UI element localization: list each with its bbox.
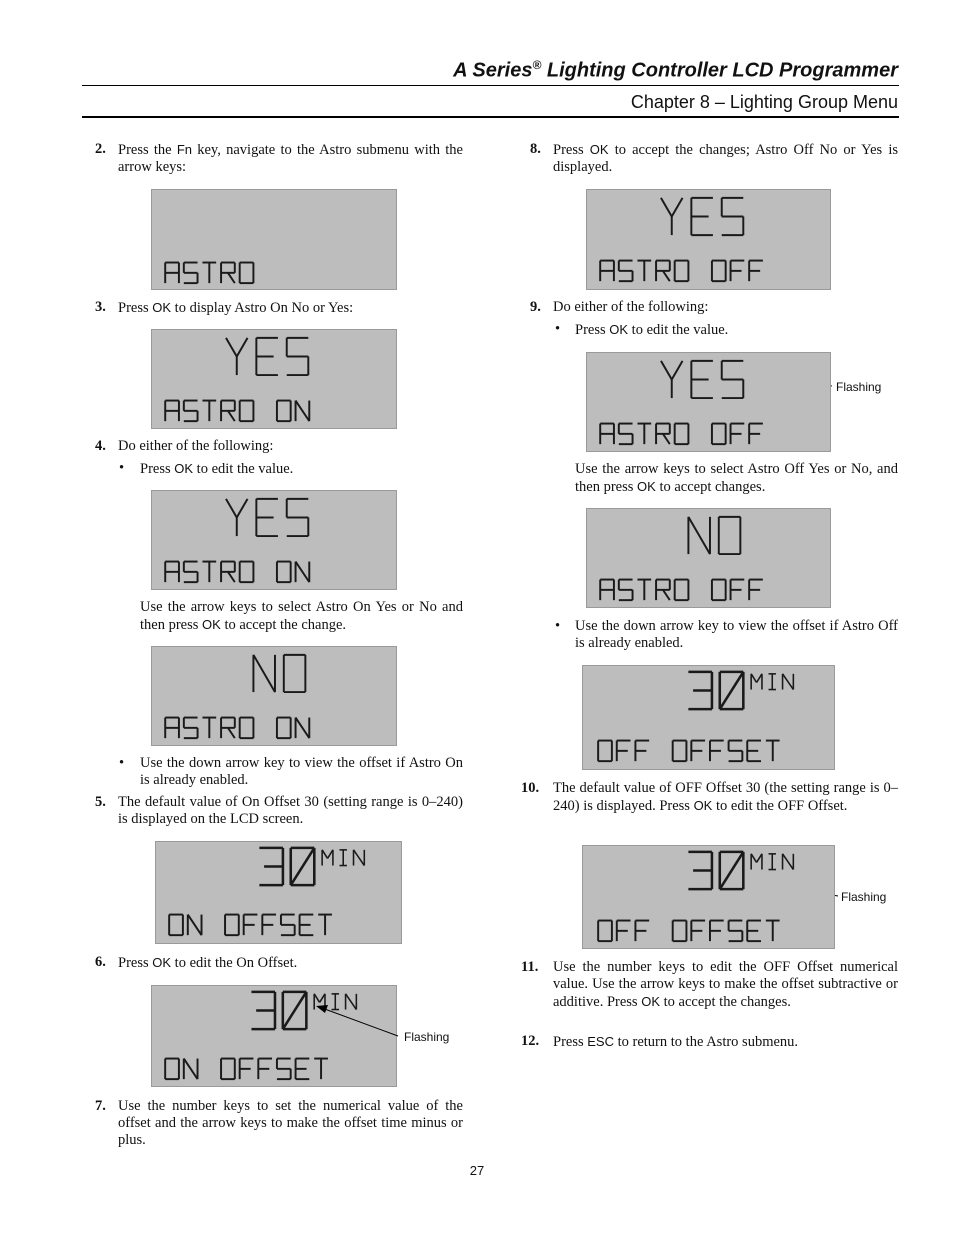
lcd-segment (184, 1059, 198, 1080)
step-text: Do either of the following: (553, 299, 709, 315)
lcd-segment (663, 434, 670, 444)
step-number: 10. (521, 780, 540, 796)
bullet: • (119, 755, 125, 771)
lcd-screen (586, 189, 831, 290)
lcd-yes-astro-off-flashing (587, 353, 830, 451)
lcd-segment (226, 499, 237, 518)
step-text: The default value of On Offset 30 (setting range is 0–240) is displayed on the LCD screen. (118, 794, 463, 827)
lcd-segment (322, 850, 327, 859)
lcd-screen (151, 329, 397, 429)
lcd-segment (228, 572, 235, 582)
step-number: 8. (530, 141, 541, 157)
step-number: 5. (95, 794, 106, 810)
lcd-segment (237, 499, 248, 518)
step-number: 6. (95, 954, 106, 970)
lcd-segment (320, 994, 325, 1003)
lcd-screen (582, 665, 835, 770)
step-number: 3. (95, 299, 106, 315)
key-label: OK (589, 142, 609, 157)
step-number: 9. (530, 299, 541, 315)
step-text: Press OK to display Astro On No or Yes: (118, 300, 354, 316)
bullet-text: Press OK to edit the value. (575, 322, 729, 338)
lcd-yes-astro-off (587, 190, 830, 289)
bullet-text: Use the down arrow key to view the offset if Astro Off is already enabled. (575, 618, 898, 651)
page-number: 27 (469, 1163, 485, 1178)
lcd-segment (354, 850, 365, 866)
lcd-segment (688, 517, 710, 554)
step-text: Press ESC to return to the Astro submenu. (553, 1034, 799, 1050)
flashing-callout: Flashing (841, 890, 887, 904)
lcd-screen (582, 845, 835, 949)
lcd-30-on-offset (156, 842, 401, 943)
lcd-segment (757, 674, 762, 683)
step-text: Press OK to edit the On Offset. (118, 955, 298, 971)
header-rule-thick (82, 116, 899, 118)
header-rule (82, 85, 899, 86)
lcd-segment (661, 361, 672, 380)
step-number: 12. (521, 1033, 540, 1049)
flashing-callout: Flashing (404, 1030, 450, 1044)
step-text: Press the Fn key, navigate to the Astro submenu with the arrow keys: (118, 142, 463, 175)
lcd-no-astro-off (587, 509, 830, 607)
paragraph: Use the arrow keys to select Astro On Yes or No and then press OK to accept the change. (140, 599, 463, 633)
lcd-screen (586, 508, 831, 608)
key-label: ESC (587, 1034, 614, 1049)
lcd-segment (720, 672, 744, 709)
lcd-no-astro-on (152, 647, 396, 745)
step-number: 11. (521, 959, 539, 975)
lcd-segment (188, 915, 202, 936)
bullet-text: Use the down arrow key to view the offset if Astro On is already enabled. (140, 755, 463, 788)
key-label: OK (609, 322, 629, 337)
lcd-astro (152, 190, 396, 289)
step-text: The default value of OFF Offset 30 (the setting range is 0–240) is displayed. Press OK to edit the OFF Offset. (553, 780, 898, 814)
lcd-segment (228, 273, 235, 283)
bullet: • (555, 618, 561, 634)
step-text: Press OK to accept the changes; Astro Off No or Yes is displayed. (553, 142, 898, 175)
step-text: Use the number keys to edit the OFF Offset numerical value. Use the arrow keys to make the offset subtractive or additive. Press OK to accept the changes. (553, 959, 898, 1010)
lcd-screen (151, 646, 397, 746)
lcd-screen (151, 189, 397, 290)
lcd-screen (151, 985, 397, 1087)
lcd-segment (720, 852, 744, 889)
lcd-segment (237, 338, 248, 357)
key-label: OK (202, 617, 221, 632)
lcd-segment (751, 674, 756, 683)
lcd-30-on-offset-flashing (152, 986, 396, 1086)
lcd-segment (296, 718, 310, 739)
lcd-segment (228, 728, 235, 738)
lcd-segment (783, 674, 794, 690)
step-number: 7. (95, 1098, 106, 1114)
registered-mark: ® (532, 58, 542, 72)
key-label: OK (174, 461, 194, 476)
lcd-segment (296, 401, 310, 422)
lcd-segment (291, 848, 315, 885)
step-number: 2. (95, 141, 106, 157)
step-number: 4. (95, 438, 106, 454)
lcd-segment (661, 198, 672, 217)
lcd-segment (314, 994, 319, 1003)
lcd-segment (328, 850, 333, 859)
lcd-segment (751, 854, 756, 863)
key-label: Fn (176, 142, 192, 157)
lcd-screen (151, 490, 397, 590)
lcd-screen (586, 352, 831, 452)
lcd-segment (283, 992, 307, 1029)
lcd-30-off-offset (583, 666, 834, 769)
lcd-segment (783, 854, 794, 870)
key-label: OK (637, 479, 656, 494)
lcd-segment (663, 271, 670, 281)
bullet: • (555, 321, 561, 337)
key-label: OK (152, 300, 172, 315)
key-label: OK (693, 798, 713, 813)
chapter-title: Chapter 8 – Lighting Group Menu (630, 92, 898, 112)
lcd-segment (253, 655, 275, 692)
bullet-text: Press OK to edit the value. (140, 461, 294, 477)
lcd-segment (228, 411, 235, 421)
lcd-yes-astro-on (152, 330, 396, 428)
lcd-segment (296, 562, 310, 583)
key-label: OK (152, 955, 172, 970)
bullet: • (119, 460, 125, 476)
lcd-segment (672, 198, 683, 217)
paragraph: Use the arrow keys to select Astro Off Yes or No, and then press OK to accept changes. (575, 461, 898, 495)
step-text: Do either of the following: (118, 438, 274, 454)
flashing-callout: Flashing (836, 380, 882, 394)
step-text: Use the number keys to set the numerical value of the offset and the arrow keys to make the offset time minus or plus. (118, 1098, 463, 1148)
lcd-segment (226, 338, 237, 357)
document-title: A Series® Lighting Controller LCD Programmer (453, 58, 898, 82)
lcd-yes-astro-on (152, 491, 396, 589)
lcd-30-off-offset-flashing (583, 846, 834, 948)
lcd-segment (757, 854, 762, 863)
key-label: OK (641, 994, 660, 1009)
lcd-segment (663, 590, 670, 600)
lcd-segment (672, 361, 683, 380)
lcd-segment (346, 994, 357, 1010)
lcd-screen (155, 841, 402, 944)
